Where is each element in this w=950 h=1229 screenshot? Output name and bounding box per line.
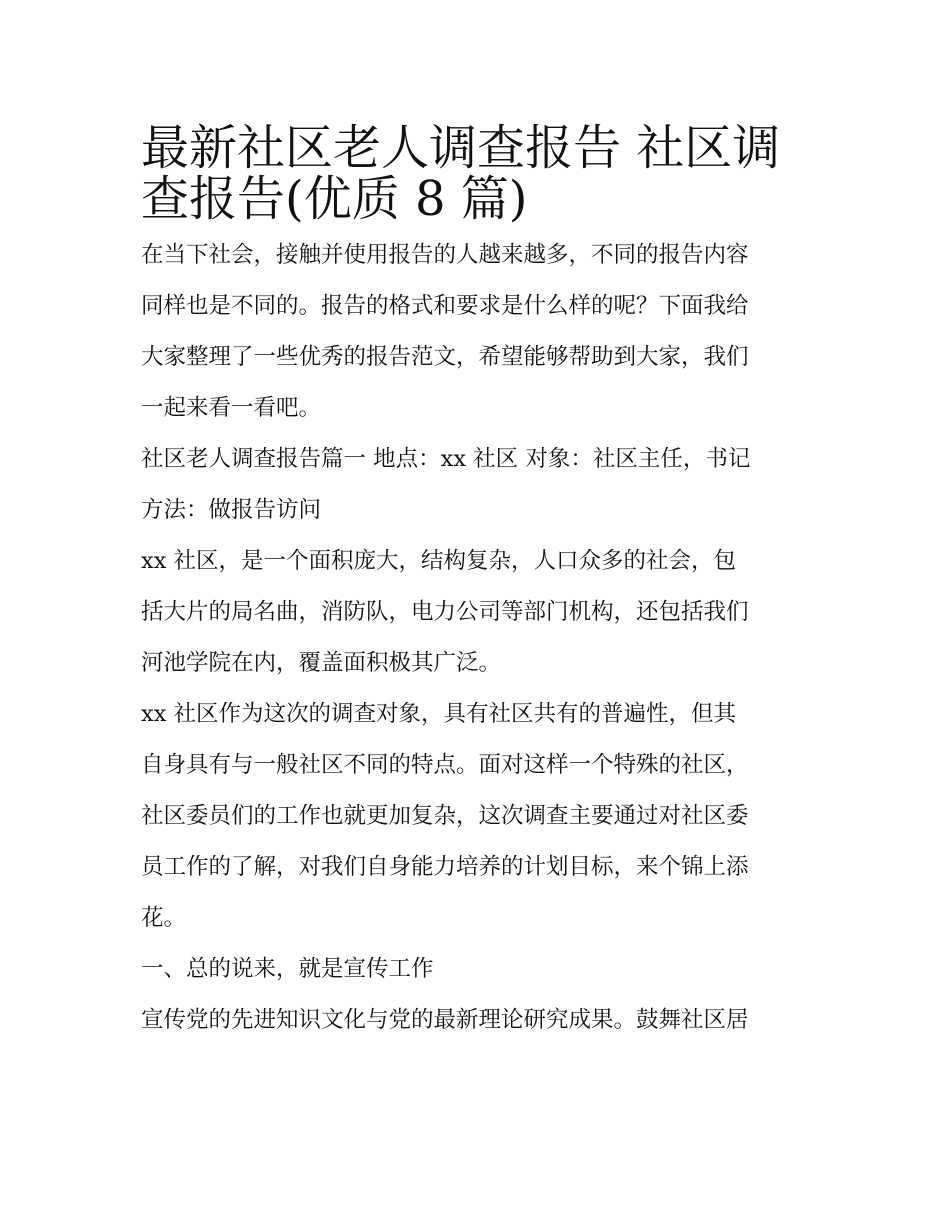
document-title [141, 112, 821, 227]
text-line: 括大片的局名曲，消防队，电力公司等部门机构，还包括我们 [141, 599, 749, 625]
text-line: 花。 [141, 905, 187, 931]
paragraph-survey-object [141, 689, 821, 944]
text-line: 河池学院在内，覆盖面积极其广泛。 [141, 650, 502, 676]
text-line: 自身具有与一般社区不同的特点。面对这样一个特殊的社区， [141, 752, 749, 778]
text-line: 同样也是不同的。报告的格式和要求是什么样的呢？下面我给 [141, 293, 749, 319]
text-line: 宣传党的先进知识文化与党的最新理论研究成果。鼓舞社区居 [141, 1007, 749, 1033]
paragraph-intro [141, 230, 821, 434]
text-line: 社区委员们的工作也就更加复杂，这次调查主要通过对社区委 [141, 803, 749, 829]
text-line: 员工作的了解，对我们自身能力培养的计划目标，来个锦上添 [141, 854, 749, 880]
text-line: 在当下社会，接触并使用报告的人越来越多，不同的报告内容 [141, 242, 749, 268]
text-line: xx 社区作为这次的调查对象，具有社区共有的普遍性，但其 [141, 701, 737, 727]
text-line: 一起来看一看吧。 [141, 395, 322, 421]
title-line: 查报告(优质 8 篇) [141, 171, 528, 227]
text-line: 一、总的说来，就是宣传工作 [141, 956, 434, 982]
section-heading [141, 944, 821, 995]
paragraph-propaganda [141, 995, 821, 1046]
document-content [141, 112, 821, 1046]
document-body [141, 230, 821, 1046]
text-line: 大家整理了一些优秀的报告范文，希望能够帮助到大家，我们 [141, 344, 749, 370]
text-line: xx 社区，是一个面积庞大，结构复杂，人口众多的社会，包 [141, 548, 737, 574]
title-line: 最新社区老人调查报告 社区调 [141, 120, 781, 176]
paragraph-survey-info [141, 434, 821, 536]
paragraph-community-overview [141, 536, 821, 689]
text-line: 社区老人调查报告篇一 地点：xx 社区 对象：社区主任，书记 [141, 446, 751, 472]
text-line: 方法：做报告访问 [141, 497, 322, 523]
